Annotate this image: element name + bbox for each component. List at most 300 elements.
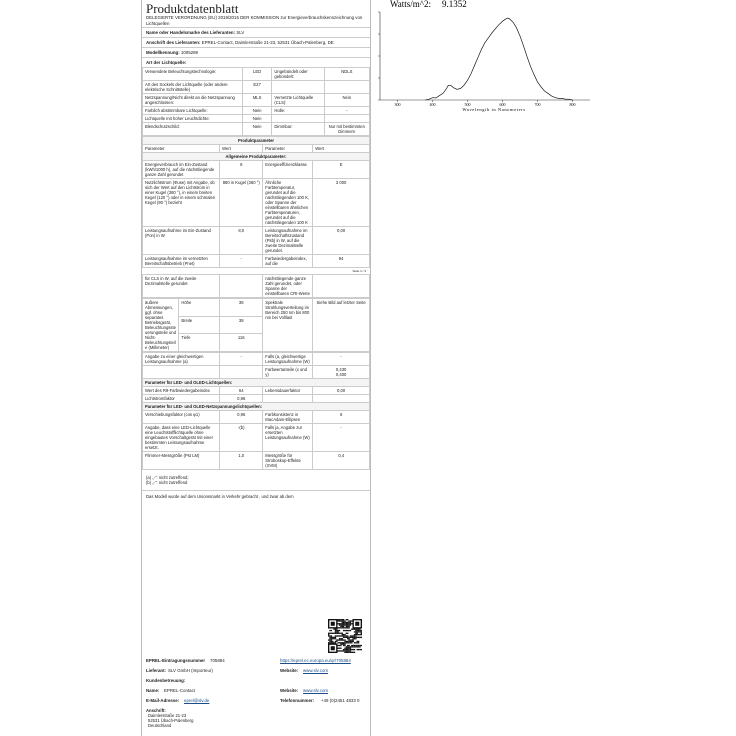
- qr-module: [335, 637, 336, 638]
- qr-module: [351, 629, 352, 630]
- parameter-value: [220, 366, 263, 379]
- qr-module: [351, 652, 352, 653]
- address-block: [142, 706, 370, 729]
- phone-label: Telefonnummer:: [280, 698, 315, 703]
- parameter-value: 0,00: [313, 227, 370, 255]
- table-row: [143, 424, 370, 452]
- qr-module: [347, 637, 348, 638]
- qr-module: [346, 624, 347, 625]
- email-link[interactable]: eprel@slv.de: [184, 698, 210, 703]
- qr-module: [354, 634, 355, 635]
- parameter-label: Farblich abstimmbare Lichtquelle:: [143, 107, 243, 115]
- supplier-address-row: [142, 37, 370, 47]
- qr-module: [344, 627, 345, 628]
- qr-code[interactable]: [328, 619, 362, 653]
- qr-module: [339, 639, 340, 640]
- qr-module: [354, 635, 355, 636]
- x-tick-label: 500: [464, 102, 471, 107]
- qr-module: [338, 648, 339, 649]
- qr-module: [340, 620, 341, 621]
- qr-module: [342, 634, 343, 635]
- dimension-name: Tiefe: [179, 334, 220, 352]
- website-link[interactable]: www.slv.com: [303, 668, 329, 673]
- footnotes: [142, 474, 370, 486]
- qr-module: [342, 622, 343, 623]
- parameter-value: [313, 275, 370, 298]
- qr-module: [332, 638, 333, 639]
- qr-module: [344, 620, 345, 621]
- qr-module: [350, 646, 351, 647]
- qr-module: [361, 631, 362, 632]
- qr-module: [344, 634, 345, 635]
- website2-link[interactable]: www.slv.com: [303, 688, 329, 693]
- qr-module: [348, 623, 349, 624]
- qr-module: [331, 635, 332, 636]
- params-table: [142, 136, 370, 268]
- table-row: [143, 353, 370, 366]
- qr-module: [339, 620, 340, 621]
- parameter-value: -: [220, 353, 263, 366]
- qr-module: [329, 630, 330, 631]
- parameter-value: Nein: [242, 123, 272, 136]
- qr-module: [358, 629, 359, 630]
- qr-module: [344, 635, 345, 636]
- qr-module: [348, 646, 349, 647]
- qr-module: [329, 637, 330, 638]
- qr-module: [342, 619, 343, 620]
- table-row: [143, 255, 370, 268]
- table-row: [143, 94, 370, 107]
- qr-module: [343, 650, 344, 651]
- qr-module: [347, 622, 348, 623]
- supplier-name-row: [142, 27, 370, 37]
- qr-module: [347, 648, 348, 649]
- parameter-value: Nein: [242, 115, 272, 123]
- qr-module: [354, 631, 355, 632]
- parameter-value: Nein: [242, 107, 272, 115]
- general-title: Allgemeine Produktparameter:: [143, 153, 370, 161]
- qr-module: [346, 626, 347, 627]
- supplier-address-value: EPREL-Contact, Daimlerstraße 21-23, 52531 Übach-Palenberg, DE: [201, 40, 334, 45]
- qr-module: [335, 633, 336, 634]
- supplier-name-value: SLV: [236, 30, 245, 35]
- customer-service-label: Kundenbetreuung:: [146, 678, 186, 683]
- qr-module: [339, 630, 340, 631]
- qr-module: [351, 637, 352, 638]
- qr-module: [347, 635, 348, 636]
- qr-module: [347, 638, 348, 639]
- qr-module: [343, 624, 344, 625]
- qr-module: [332, 641, 333, 642]
- qr-module: [340, 626, 341, 627]
- parameter-label: Angabe zu einer gleichwertigen Leistungsaufnahme (a): [143, 353, 220, 366]
- x-tick-label: 700: [534, 102, 541, 107]
- qr-module: [347, 623, 348, 624]
- qr-module: [343, 623, 344, 624]
- qr-module: [346, 646, 347, 647]
- supplier-name-label: Name oder Handelsmarke des Lieferanten:: [146, 30, 236, 35]
- parameter-value: E: [313, 161, 370, 179]
- parameter-label: Messgröße für Stroboskop-Effekte (SVM): [263, 452, 313, 470]
- parameter-value: 0,96: [220, 411, 263, 424]
- qr-module: [343, 626, 344, 627]
- parameter-value: 3 000: [313, 179, 370, 227]
- parameter-value: -: [313, 353, 370, 366]
- address-line: Daimlerstraße 21-23: [148, 713, 187, 718]
- qr-module: [358, 637, 359, 638]
- mains-section-title: Parameter für LED- und OLED-Netzspannungslichtquellen:: [143, 403, 370, 411]
- email-label: E-Mail-Adresse:: [146, 698, 180, 703]
- spectral-value: Siehe Bild auf letzter Seite: [313, 299, 370, 352]
- equivalent-body: [143, 353, 370, 379]
- qr-module: [350, 624, 351, 625]
- qr-module: [336, 635, 337, 636]
- qr-module: [355, 631, 356, 632]
- table-row: [143, 452, 370, 470]
- qr-module: [359, 630, 360, 631]
- qr-module: [346, 652, 347, 653]
- qr-module: [328, 639, 329, 640]
- qr-module: [338, 645, 339, 646]
- x-tick-label: 300: [394, 102, 401, 107]
- qr-module: [359, 649, 360, 650]
- qr-module: [357, 645, 358, 646]
- dimensions-body: [143, 299, 370, 352]
- qr-module: [348, 645, 349, 646]
- qr-module: [359, 637, 360, 638]
- email-phone-row: [142, 696, 370, 706]
- dimension-name: Breite: [179, 316, 220, 334]
- x-tick-label: 600: [499, 102, 506, 107]
- parameter-label: Lebensdauerfaktor: [263, 387, 313, 395]
- qr-module: [343, 635, 344, 636]
- parameter-label: Flimmer-Messgröße (Pst LM): [143, 452, 220, 470]
- parameter-value: -: [313, 424, 370, 452]
- table-row: [143, 387, 370, 395]
- qr-module: [331, 646, 335, 650]
- qr-module: [346, 630, 347, 631]
- parameter-value: NDLS: [324, 68, 369, 81]
- column-header: Parameter: [263, 145, 313, 153]
- qr-module: [332, 637, 333, 638]
- qr-module: [348, 638, 349, 639]
- qr-module: [333, 629, 334, 630]
- qr-module: [357, 637, 358, 638]
- parameter-label: Wert des R9-Farbwiedergabeindex: [143, 387, 220, 395]
- qr-module: [361, 634, 362, 635]
- supplier-label: Lieferant:: [146, 668, 167, 673]
- qr-module: [347, 646, 348, 647]
- qr-module: [336, 630, 337, 631]
- contact-name-label: Name:: [146, 688, 160, 693]
- table-row: [143, 179, 370, 227]
- qr-module: [339, 619, 340, 620]
- qr-module: [361, 637, 362, 638]
- qr-module: [352, 639, 353, 640]
- qr-module: [331, 622, 335, 626]
- qr-module: [355, 638, 356, 639]
- qr-module: [339, 642, 340, 643]
- qr-module: [355, 633, 356, 634]
- parameter-value: [324, 81, 369, 94]
- mains-params-body: [143, 411, 370, 470]
- qr-module: [348, 622, 349, 623]
- dimensions-table: [142, 298, 370, 352]
- chart-axes: [378, 12, 590, 107]
- eprel-url-link[interactable]: https://eprel.ec.europa.eu/qr/705884: [280, 658, 351, 663]
- qr-module: [351, 642, 352, 643]
- qr-module: [350, 620, 351, 621]
- params-title: Produktparameter: [143, 137, 370, 145]
- qr-module: [346, 641, 347, 642]
- qr-module: [343, 643, 344, 644]
- qr-module: [333, 642, 334, 643]
- parameter-label: Farbwiedergabeindex, auf die: [263, 255, 313, 268]
- qr-module: [352, 646, 353, 647]
- general-title-row: [143, 153, 370, 161]
- table-row: [143, 81, 370, 94]
- qr-module: [342, 639, 343, 640]
- qr-module: [343, 637, 344, 638]
- qr-module: [346, 650, 347, 651]
- chart-title: Watts/m^2:: [390, 0, 431, 9]
- parameter-label: Hülle:: [272, 107, 324, 115]
- qr-module: [338, 633, 339, 634]
- qr-module: [354, 642, 355, 643]
- qr-module: [347, 650, 348, 651]
- qr-module: [342, 624, 343, 625]
- dimensions-label: äußere Abmessungen, ggf. ohne separates Betriebsgerät, Beleuchtungssteuerungsteile und Nicht-Beleuchtungsteile (Millimeter): [143, 299, 179, 352]
- parameter-value: -: [324, 107, 369, 115]
- qr-module: [340, 623, 341, 624]
- qr-module: [350, 652, 351, 653]
- website2-label: Website:: [280, 688, 299, 693]
- qr-module: [343, 639, 344, 640]
- qr-module: [338, 627, 339, 628]
- qr-module: [344, 649, 345, 650]
- parameter-value: 0,96: [220, 395, 263, 403]
- qr-module: [348, 649, 349, 650]
- qr-module: [355, 645, 356, 646]
- qr-module: [340, 638, 341, 639]
- qr-module: [361, 645, 362, 646]
- eprel-section: [142, 656, 370, 729]
- column-header: Parameter: [143, 145, 220, 153]
- parameter-label: Verschiebungsfaktor (cos φ1): [143, 411, 220, 424]
- qr-module: [354, 637, 355, 638]
- qr-module: [338, 619, 339, 620]
- qr-module: [335, 630, 336, 631]
- footnote: (b) „-“: nicht zutreffend: [146, 480, 188, 485]
- qr-module: [344, 642, 345, 643]
- qr-module: [336, 641, 337, 642]
- table-row: [143, 68, 370, 81]
- qr-module: [358, 645, 359, 646]
- qr-module: [340, 635, 341, 636]
- qr-module: [348, 648, 349, 649]
- parameter-label: [143, 366, 220, 379]
- qr-module: [344, 622, 345, 623]
- qr-module: [343, 634, 344, 635]
- eprel-reg-row: [142, 656, 370, 666]
- qr-module: [351, 623, 352, 624]
- qr-module: [346, 622, 347, 623]
- qr-module: [351, 645, 352, 646]
- parameter-value: -(b): [220, 424, 263, 452]
- qr-module: [348, 650, 349, 651]
- qr-module: [346, 637, 347, 638]
- qr-module: [355, 634, 356, 635]
- qr-module: [338, 620, 339, 621]
- qr-module: [357, 633, 358, 634]
- qr-module: [350, 639, 351, 640]
- qr-module: [347, 642, 348, 643]
- qr-module: [333, 633, 334, 634]
- qr-module: [357, 649, 358, 650]
- qr-module: [343, 642, 344, 643]
- parameter-label: Farbwertanteile (x und y): [263, 366, 313, 379]
- parameter-label: Angabe, dass eine LED-Lichtquelle eine Leuchtstofflichtquelle ohne eingebautes Vorschaltgerät mit einer bestimmten Leistungsaufnahme ersetzt.: [143, 424, 220, 452]
- parameter-value: E27: [242, 81, 272, 94]
- qr-module: [361, 630, 362, 631]
- qr-module: [328, 634, 329, 635]
- qr-module: [344, 650, 345, 651]
- qr-module: [343, 630, 344, 631]
- qr-module: [342, 650, 343, 651]
- qr-module: [340, 639, 341, 640]
- page-marker: Seite 1 / 3: [352, 269, 366, 273]
- parameter-value: Nein: [324, 94, 369, 107]
- qr-module: [339, 638, 340, 639]
- qr-module: [347, 641, 348, 642]
- qr-module: [340, 619, 341, 620]
- qr-module: [338, 623, 339, 624]
- table-row: [143, 161, 370, 179]
- customer-service-row: [142, 676, 370, 686]
- spectral-label: Spektrale Strahlungsverteilung im Bereich 250 nm bis 800 nm bei Volllast: [263, 299, 313, 352]
- qr-module: [331, 630, 332, 631]
- qr-module: [348, 642, 349, 643]
- qr-module: [358, 642, 359, 643]
- qr-module: [329, 633, 330, 634]
- qr-module: [347, 645, 348, 646]
- parameter-value: 8: [220, 161, 263, 179]
- document-title: Produktdatenblatt: [146, 1, 239, 16]
- qr-module: [343, 649, 344, 650]
- parameter-value: 0,4: [313, 452, 370, 470]
- qr-module: [346, 635, 347, 636]
- qr-module: [350, 650, 351, 651]
- qr-module: [350, 649, 351, 650]
- qr-module: [335, 631, 336, 632]
- qr-module: [357, 646, 358, 647]
- parameter-value: [324, 115, 369, 123]
- led-params-body: [143, 387, 370, 403]
- x-axis-label: Wavelength in Nanometers: [462, 107, 526, 112]
- qr-module: [354, 645, 355, 646]
- qr-module: [344, 637, 345, 638]
- qr-module: [338, 635, 339, 636]
- qr-module: [340, 627, 341, 628]
- parameter-value: 64: [220, 387, 263, 395]
- parameter-label: [272, 115, 324, 123]
- qr-module: [361, 633, 362, 634]
- qr-module: [346, 619, 347, 620]
- phone-value: +49 (0)2451 4833 0: [321, 698, 360, 703]
- qr-module: [350, 630, 351, 631]
- column-header: Wert: [220, 145, 263, 153]
- params-table-continued: [142, 274, 370, 298]
- qr-module: [348, 637, 349, 638]
- qr-module: [347, 624, 348, 625]
- light-source-type-label: Art der Lichtquelle:: [146, 60, 187, 65]
- qr-module: [346, 649, 347, 650]
- qr-module: [355, 629, 356, 630]
- qr-module: [354, 629, 355, 630]
- x-tick-label: 400: [429, 102, 436, 107]
- qr-module: [347, 649, 348, 650]
- qr-module: [358, 646, 359, 647]
- parameter-label: Verwendete Beleuchtungstechnologie:: [143, 68, 243, 81]
- qr-module: [347, 652, 348, 653]
- qr-module: [335, 629, 336, 630]
- parameter-value: Nur mit bestimmten Dimmern: [324, 123, 369, 136]
- footnote: (a) „-“: nicht zutreffend;: [146, 475, 189, 480]
- supplier-address-label: Anschrift des Lieferanten:: [146, 40, 201, 45]
- regulation-text: DELEGIERTE VERORDNUNG (EU) 2019/2015 DER KOMMISSION zur Energieverbrauchskennzeichnung von Lichtquellen: [146, 15, 363, 26]
- qr-module: [352, 629, 353, 630]
- parameter-value: [313, 395, 370, 403]
- parameter-label: Falls ja, Angabe zur ersetzten Leistungsaufnahme (W): [263, 424, 313, 452]
- qr-module: [350, 622, 351, 623]
- params-title-row: [143, 137, 370, 145]
- qr-module: [331, 637, 332, 638]
- table-row: [143, 123, 370, 136]
- qr-module: [350, 642, 351, 643]
- qr-module: [352, 637, 353, 638]
- qr-module: [355, 622, 359, 626]
- qr-module: [346, 648, 347, 649]
- qr-module: [359, 645, 360, 646]
- general-params-body: [143, 161, 370, 268]
- parameter-label: Farbkonsistenz in MacAdam-Ellipsen: [263, 411, 313, 424]
- parameter-value: 6: [313, 411, 370, 424]
- qr-module: [339, 623, 340, 624]
- qr-module: [340, 650, 341, 651]
- equivalent-table: [142, 352, 370, 470]
- parameter-value: MLS: [242, 94, 272, 107]
- qr-module: [329, 641, 330, 642]
- qr-module: [346, 623, 347, 624]
- qr-module: [352, 638, 353, 639]
- parameter-label: [272, 81, 324, 94]
- qr-module: [332, 633, 333, 634]
- parameter-label: Netzspannung/Nicht direkt an die Netzspannung angeschlossen:: [143, 94, 243, 107]
- qr-module: [340, 624, 341, 625]
- table-row: [143, 227, 370, 255]
- qr-module: [329, 642, 330, 643]
- qr-module: [351, 641, 352, 642]
- qr-module: [347, 626, 348, 627]
- parameter-label: für CLS in W, auf die zweite Dezimalstelle gerundet: [143, 275, 220, 298]
- qr-module: [342, 642, 343, 643]
- qr-module: [358, 630, 359, 631]
- parameter-label: Leistungsaufnahme im Ein-Zustand (Pon) in W: [143, 227, 220, 255]
- qr-module: [339, 627, 340, 628]
- qr-module: [357, 642, 358, 643]
- qr-module: [352, 649, 353, 650]
- led-section-title: Parameter für LED- und OLED-Lichtquellen:: [143, 379, 370, 387]
